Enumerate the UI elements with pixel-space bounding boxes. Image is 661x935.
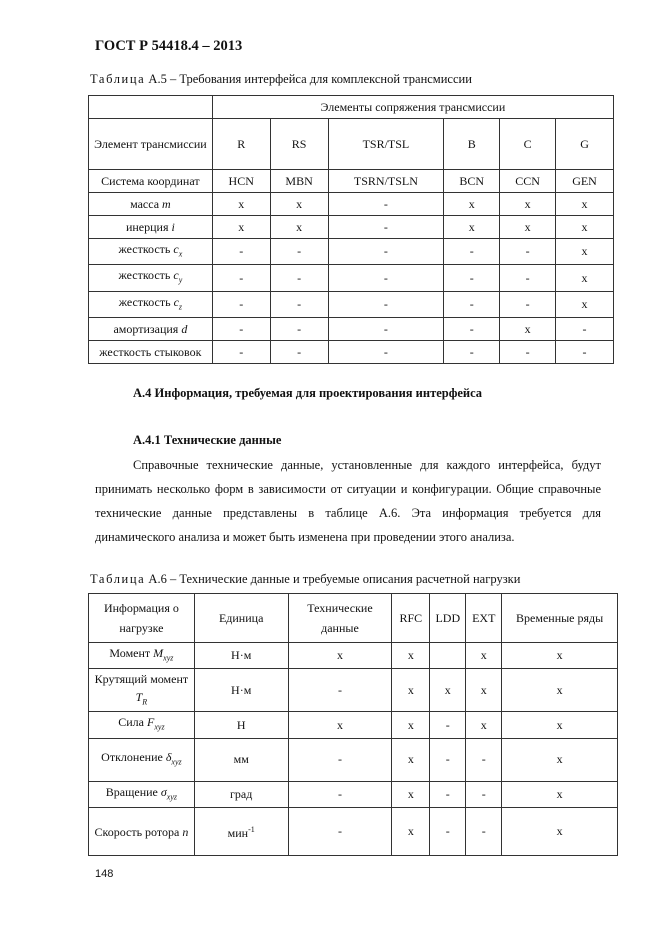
- table-cell: -: [328, 193, 444, 216]
- table-cell: x: [556, 216, 614, 239]
- table-cell: -: [212, 291, 270, 317]
- table-cell: x: [502, 643, 618, 669]
- table-row: [89, 669, 618, 712]
- row-label: [89, 216, 213, 239]
- row-label: [89, 669, 195, 712]
- table-cell: x: [392, 781, 430, 807]
- coord-value: BCN: [444, 170, 500, 193]
- section-a41-heading: А.4.1 Технические данные: [133, 433, 282, 447]
- paragraph-text: Справочные технические данные, установленные для каждого интерфейса, будут принимать несколько форм в зависимости от ситуации и конфигурации. Общие справочные технические данные представлены в таблице А.6. Эта информация требуется для динамического анализа и может быть изменена при проведении этого анализа.: [95, 458, 601, 544]
- row-label: [89, 341, 213, 364]
- table-row: [89, 712, 618, 738]
- caption-prefix: Таблица: [90, 572, 146, 586]
- row-symbol-subscript: R: [142, 697, 148, 707]
- row-label: [89, 265, 213, 291]
- coord-value: TSRN/TSLN: [328, 170, 444, 193]
- table-cell: -: [328, 216, 444, 239]
- row-symbol: M: [153, 646, 164, 660]
- table-cell: x: [502, 781, 618, 807]
- row-symbol-subscript: y: [178, 275, 183, 285]
- table-cell: -: [328, 341, 444, 364]
- section-a4-heading: А.4 Информация, требуемая для проектирования интерфейса: [133, 386, 483, 400]
- row-label-text: Крутящий момент: [94, 671, 189, 686]
- table-cell: -: [270, 265, 328, 291]
- col-code: B: [444, 119, 500, 170]
- table-cell: x: [466, 643, 502, 669]
- row-symbol-subscript: xyz: [154, 722, 165, 732]
- unit-text: мин: [227, 826, 249, 841]
- table-cell: x: [500, 318, 556, 341]
- table-cell: x: [392, 808, 430, 856]
- row-label-text: жесткость: [118, 268, 171, 283]
- header-ldd: LDD: [430, 594, 466, 643]
- table-cell: -: [500, 239, 556, 265]
- table-cell: -: [328, 265, 444, 291]
- table-row: [89, 239, 614, 265]
- table-cell: -: [500, 341, 556, 364]
- row-symbol: i: [171, 219, 175, 234]
- table-a5: [88, 95, 614, 364]
- table-cell: x: [212, 193, 270, 216]
- caption-prefix: Таблица: [90, 72, 146, 86]
- row-label: [89, 712, 195, 738]
- table-row: [89, 291, 614, 317]
- table-cell: x: [444, 216, 500, 239]
- header-rfc: RFC: [392, 594, 430, 643]
- header-ext: EXT: [466, 594, 502, 643]
- unit-cell: [194, 781, 288, 807]
- unit-text: Н·м: [231, 648, 252, 663]
- table-cell: x: [556, 265, 614, 291]
- table-cell: x: [392, 643, 430, 669]
- row-label-text: жесткость стыковок: [99, 344, 202, 359]
- table-cell: -: [444, 291, 500, 317]
- table-cell: x: [212, 216, 270, 239]
- table-cell: -: [556, 318, 614, 341]
- table-cell: x: [392, 738, 430, 781]
- unit-text: Н·м: [231, 682, 252, 697]
- row-label: [89, 781, 195, 807]
- table-cell: x: [500, 193, 556, 216]
- table-corner-cell: [89, 96, 213, 119]
- group-header: Элементы сопряжения трансмиссии: [212, 96, 613, 119]
- table-cell: x: [502, 738, 618, 781]
- row-symbol: n: [182, 824, 189, 839]
- table-cell: -: [270, 318, 328, 341]
- table-cell: -: [444, 265, 500, 291]
- table-cell: -: [430, 738, 466, 781]
- table-row: [89, 643, 618, 669]
- table-cell: x: [502, 669, 618, 712]
- table-cell: -: [444, 239, 500, 265]
- table-cell: x: [430, 669, 466, 712]
- unit-text: град: [230, 786, 253, 801]
- table-cell: -: [288, 738, 392, 781]
- table-cell: -: [500, 291, 556, 317]
- table-cell: -: [556, 341, 614, 364]
- caption-text: А.5 – Требования интерфейса для комплексной трансмиссии: [148, 72, 472, 86]
- col-code: C: [500, 119, 556, 170]
- table-a6-body: [89, 643, 618, 856]
- table-row: [89, 216, 614, 239]
- unit-cell: [194, 738, 288, 781]
- table-cell: x: [270, 193, 328, 216]
- body-paragraph: [95, 453, 601, 549]
- col-code: TSR/TSL: [328, 119, 444, 170]
- col-code: R: [212, 119, 270, 170]
- coord-value: HCN: [212, 170, 270, 193]
- table-cell: x: [500, 216, 556, 239]
- unit-cell: [194, 712, 288, 738]
- unit-text: мм: [233, 752, 249, 767]
- table-cell: -: [212, 318, 270, 341]
- row-symbol: m: [162, 196, 171, 211]
- table-cell: -: [288, 669, 392, 712]
- row-symbol: δ: [165, 750, 172, 765]
- row-symbol-subscript: xyz: [163, 653, 174, 663]
- row-label-text: жесткость: [118, 294, 171, 309]
- table-a6-caption: [90, 572, 520, 587]
- unit-superscript: -1: [248, 825, 255, 835]
- coord-label: Система координат: [89, 170, 213, 193]
- table-cell: -: [288, 781, 392, 807]
- row-label-text: амортизация: [113, 321, 179, 336]
- table-row: [89, 781, 618, 807]
- table-cell: x: [392, 712, 430, 738]
- table-cell: -: [212, 239, 270, 265]
- row-label-text: масса: [130, 196, 160, 211]
- row-label: [89, 738, 195, 781]
- row-symbol: σ: [160, 784, 167, 799]
- table-cell: -: [466, 808, 502, 856]
- table-row: [89, 341, 614, 364]
- row-label: [89, 193, 213, 216]
- table-cell: x: [444, 193, 500, 216]
- table-cell: [430, 643, 466, 669]
- table-cell: -: [466, 781, 502, 807]
- page-number: 148: [95, 868, 114, 880]
- table-cell: x: [556, 239, 614, 265]
- caption-text: А.6 – Технические данные и требуемые описания расчетной нагрузки: [148, 572, 521, 586]
- coord-value: CCN: [500, 170, 556, 193]
- table-cell: -: [328, 291, 444, 317]
- coord-value: MBN: [270, 170, 328, 193]
- row-symbol: c: [173, 268, 179, 283]
- element-header: Элемент трансмиссии: [89, 119, 213, 170]
- unit-cell: [194, 669, 288, 712]
- row-label: [89, 291, 213, 317]
- unit-cell: [194, 643, 288, 669]
- header-tech-data: Технические данные: [288, 594, 392, 643]
- document-header: ГОСТ Р 54418.4 – 2013: [95, 38, 243, 54]
- table-cell: x: [270, 216, 328, 239]
- row-symbol-subscript: xyz: [171, 757, 182, 767]
- table-cell: x: [502, 808, 618, 856]
- row-symbol-subscript: x: [178, 249, 183, 259]
- table-cell: -: [444, 341, 500, 364]
- table-cell: -: [212, 341, 270, 364]
- table-cell: x: [466, 712, 502, 738]
- table-cell: x: [502, 712, 618, 738]
- table-cell: -: [444, 318, 500, 341]
- table-cell: x: [392, 669, 430, 712]
- table-a5-body: [89, 193, 614, 364]
- col-code: RS: [270, 119, 328, 170]
- table-cell: -: [328, 239, 444, 265]
- table-cell: x: [288, 712, 392, 738]
- table-cell: -: [212, 265, 270, 291]
- row-label: [89, 318, 213, 341]
- table-cell: -: [328, 318, 444, 341]
- row-label: [89, 808, 195, 856]
- table-cell: -: [270, 239, 328, 265]
- table-row: [89, 265, 614, 291]
- row-symbol: c: [173, 242, 179, 256]
- unit-text: Н: [236, 717, 246, 732]
- table-row: [89, 738, 618, 781]
- header-unit: Единица: [194, 594, 288, 643]
- table-row: [89, 193, 614, 216]
- coord-value: GEN: [556, 170, 614, 193]
- row-label-text: Скорость ротора: [94, 824, 180, 839]
- row-label-text: Момент: [109, 646, 151, 660]
- table-cell: -: [500, 265, 556, 291]
- table-a6: [88, 593, 618, 856]
- row-label-text: инерция: [125, 219, 169, 234]
- table-cell: -: [430, 781, 466, 807]
- table-row: [89, 808, 618, 856]
- row-symbol: F: [147, 715, 155, 730]
- table-cell: x: [466, 669, 502, 712]
- table-cell: -: [430, 808, 466, 856]
- row-label-text: Сила: [118, 715, 144, 730]
- table-cell: -: [270, 291, 328, 317]
- row-symbol: T: [135, 689, 143, 704]
- table-cell: x: [556, 193, 614, 216]
- header-time-series: Временные ряды: [502, 594, 618, 643]
- table-a5-caption: [90, 72, 472, 87]
- row-label-text: жесткость: [118, 242, 171, 256]
- row-symbol: c: [173, 294, 179, 309]
- row-label-text: Отклонение: [101, 750, 163, 765]
- row-label-text: Вращение: [105, 784, 158, 799]
- table-row: [89, 318, 614, 341]
- table-cell: -: [288, 808, 392, 856]
- unit-cell: [194, 808, 288, 856]
- table-cell: -: [270, 341, 328, 364]
- row-symbol-subscript: xyz: [166, 792, 178, 802]
- col-code: G: [556, 119, 614, 170]
- row-label: [89, 239, 213, 265]
- row-label: [89, 643, 195, 669]
- row-symbol-subscript: z: [178, 302, 183, 312]
- row-symbol: d: [181, 321, 188, 336]
- table-cell: -: [430, 712, 466, 738]
- table-cell: x: [288, 643, 392, 669]
- table-cell: -: [466, 738, 502, 781]
- table-cell: x: [556, 291, 614, 317]
- header-load-info: Информация о нагрузке: [89, 594, 195, 643]
